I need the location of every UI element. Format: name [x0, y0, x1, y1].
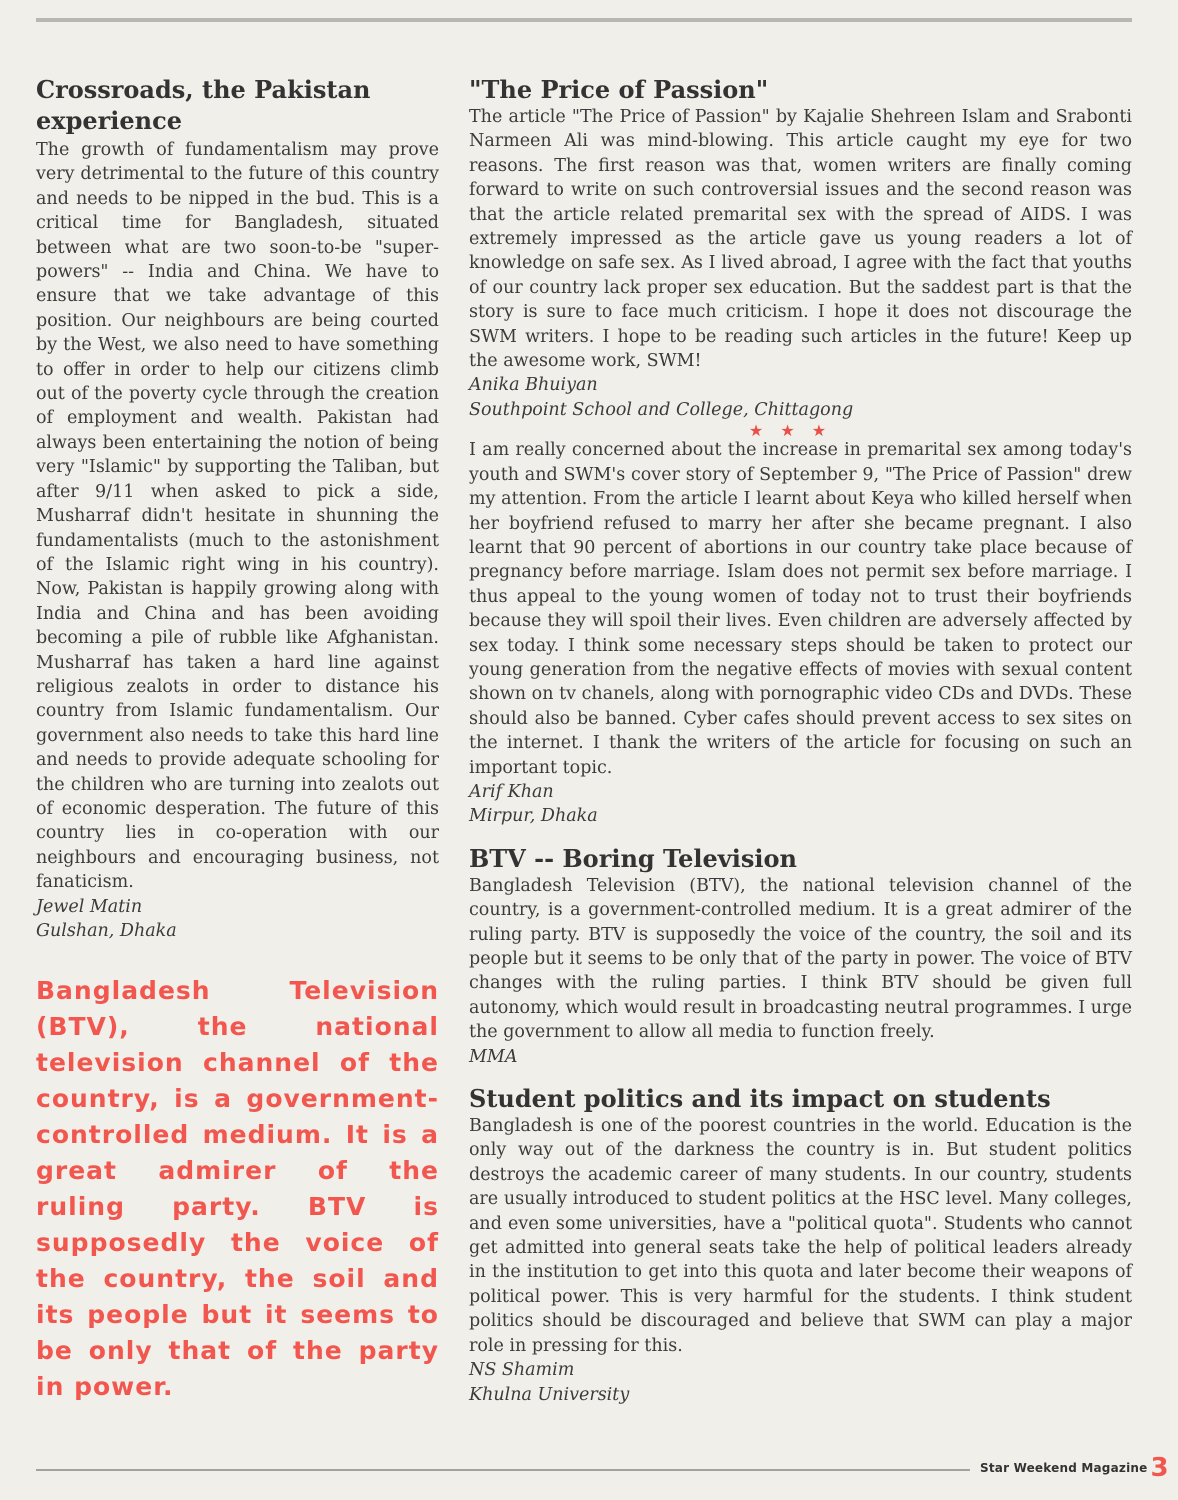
letter-author: MMA — [469, 1046, 518, 1067]
separator-stars: ★ ★ ★ — [748, 421, 833, 441]
page-number: 3 — [1150, 1453, 1169, 1483]
letter-heading-crossroads: Crossroads, the Pakistan experience — [36, 75, 371, 135]
page-footer — [980, 1453, 1169, 1483]
letter-author: Arif Khan — [469, 781, 554, 802]
letter-location: Southpoint School and College, Chittagong — [469, 399, 854, 420]
letter-author: Jewel Matin — [36, 896, 143, 917]
letter-body-price-of-passion-1: The article "The Price of Passion" by Kajalie Shehreen Islam and Srabonti Narmeen Ali was mind-blowing. This article caught my eye for two reasons. The first reason was that, women writers are finally coming forward to write on such controversial issues and the second reason was that the article related premarital sex with the spread of AIDS. I was extremely impressed as the article gave us young readers a lot of knowledge on safe sex. As I lived abroad, I agree with the fact that youths of our country lack proper sex education. But the saddest part is that the story is sure to face much criticism. I hope it does not discourage the SWM writers. I hope to be reading such articles in the future! Keep up the awesome work, SWM! — [469, 107, 1132, 372]
letter-heading-student-politics: Student politics and its impact on students — [469, 1084, 1051, 1114]
right-column — [469, 74, 1132, 1407]
letter-location: Gulshan, Dhaka — [36, 921, 177, 941]
letter-body-crossroads: The growth of fundamentalism may prove very detrimental to the future of this country and needs to be nipped in the bud. This is a critical time for Bangladesh, situated between what are two soon-to-be "super-powers" -- India and China. We have to ensure that we take advantage of this position. Our neighbours are being courted by the West, we also need to have something to offer in order to help our citizens climb out of the poverty cycle through the creation of employment and wealth. Pakistan had always been entertaining the notion of being very "Islamic" by supporting the Taliban, but after 9/11 when asked to pick a side, Musharraf didn't hesitate in shunning the fundamentalists (much to the astonishment of the Islamic right wing in his country). Now, Pakistan is happily growing along with India and China and has been avoiding becoming a pile of rubble like Afghanistan. Musharraf has taken a hard line against religious zealots in order to distance his country from Islamic fundamentalism. Our government also needs to take this hard line and needs to provide adequate schooling for the children who are turning into zealots out of economic desperation. The future of this country lies in co-operation with our neighbours and encouraging business, not fanaticism. — [36, 140, 439, 893]
letter-location: Khulna University — [469, 1384, 630, 1405]
spacer — [469, 829, 1132, 843]
magazine-name: Star Weekend Magazine — [980, 1461, 1148, 1475]
letter-body-student-politics: Bangladesh is one of the poorest countries in the world. Education is the only way out of the darkness the country is in. But student politics destroys the academic career of many students. In our country, students are usually introduced to student politics at the HSC level. Many colleges, and even some universities, have a "political quota". Students who cannot get admitted into general seats take the help of political leaders already in the institution to get into this quota and later become their weapons of political power. This is very harmful for the students. I think student politics should be discouraged and believe that SWM can play a major role in pressing for this. — [469, 1116, 1132, 1356]
letter-author: Anika Bhuiyan — [469, 375, 598, 396]
top-rule — [36, 18, 1132, 22]
letter-location: Mirpur, Dhaka — [469, 806, 598, 827]
letter-body-price-of-passion-2: I am really concerned about the increase in premarital sex among today's youth and SWM's cover story of September 9, "The Price of Passion" drew my attention. From the article I learnt about Keya who killed herself when her boyfriend refused to marry her after she became pregnant. I also learnt that 90 percent of abortions in our country take place because of pregnancy before marriage. Islam does not permit sex before marriage. I thus appeal to the young women of today not to trust their boyfriends because they will spoil their lives. Even children are adversely affected by sex today. I think some necessary steps should be taken to protect our young generation from the negative effects of movies with sexual content shown on tv chanels, along with pornographic video CDs and DVDs. These should also be banned. Cyber cafes should prevent access to sex sites on the internet. I thank the writers of the article for focusing on such an important topic. — [469, 440, 1132, 778]
pull-quote: Bangladesh Television (BTV), the national television channel of the country, is a government-controlled medium. It is a great admirer of the ruling party. BTV is supposedly the voice of the country, the soil and its people but it seems to be only that of the party in power. — [36, 976, 439, 1402]
letter-author: NS Shamim — [469, 1360, 575, 1381]
spacer — [469, 1069, 1132, 1083]
letter-heading-btv: BTV -- Boring Television — [469, 843, 797, 873]
bottom-rule — [36, 1469, 970, 1471]
letter-heading-price-of-passion: "The Price of Passion" — [469, 75, 769, 104]
letter-body-btv: Bangladesh Television (BTV), the national television channel of the country, is a government-controlled medium. It is a great admirer of the ruling party. BTV is supposedly the voice of the country, the soil and its people but it seems to be only that of the party in power. The voice of BTV changes with the ruling parties. I think BTV should be given full autonomy, which would result in broadcasting neutral programmes. I urge the government to allow all media to function freely. — [469, 875, 1132, 1043]
left-column — [36, 74, 439, 1405]
